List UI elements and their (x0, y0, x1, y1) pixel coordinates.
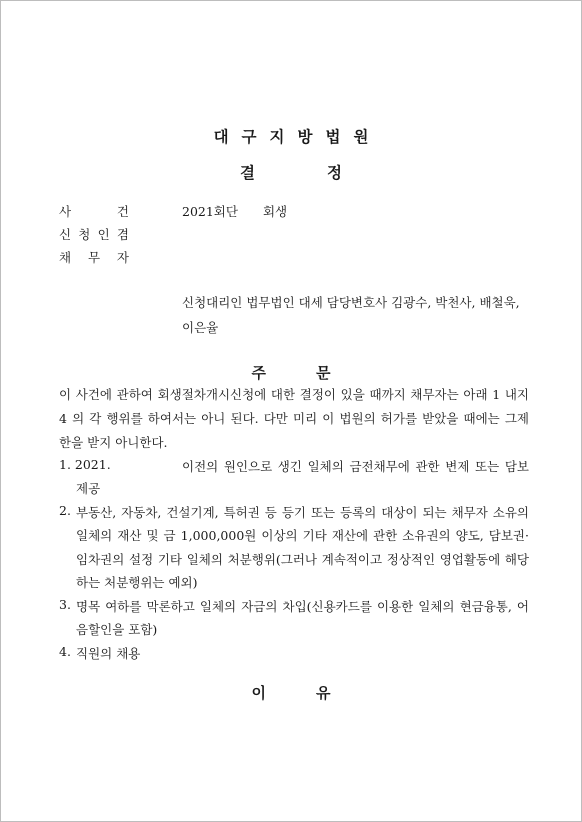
applicant-label: 신 청 인 겸 (59, 227, 129, 242)
representative-line-1: 신청대리인 법무법인 대세 담당변호사 김광수, 박천사, 배철욱, (182, 295, 520, 310)
order-item-3-cont-1: 음할인을 포함) (76, 622, 158, 637)
order-intro-line-2: 4 의 각 행위를 하여서는 아니 된다. 다만 미리 이 법원의 허가를 받았을 때에는 그제 (59, 411, 529, 426)
order-intro-line-1: 이 사건에 관하여 회생절차개시신청에 대한 결정이 있을 때까지 채무자는 아래 1 내지 (59, 387, 529, 402)
order-item-2-cont-1: 일체의 재산 및 금 1,000,000원 이상의 기타 재산에 관한 소유권의 양도, 담보권· (76, 528, 529, 543)
order-item-4-text: 직원의 채용 (76, 646, 141, 661)
reason-heading: 이유 (251, 684, 381, 702)
representative-line-2: 이은율 (182, 320, 219, 335)
case-label: 사 건 (59, 204, 129, 219)
order-item-2-number: 2. (59, 503, 71, 518)
debtor-label: 채 무 자 (59, 250, 129, 265)
order-item-4-number: 4. (59, 644, 71, 659)
order-item-3-text: 명목 여하를 막론하고 일체의 자금의 차입(신용카드를 이용한 일체의 현금융통, 어 (76, 599, 529, 614)
case-number: 2021회단 회생 (182, 204, 288, 219)
order-item-2-cont-2: 임차권의 설정 기타 일체의 처분행위(그러나 계속적이고 정상적인 영업활동에 해당 (76, 552, 529, 567)
order-item-2-cont-3: 하는 처분행위는 예외) (76, 575, 198, 590)
order-item-1-number: 1. 2021. (59, 457, 111, 472)
order-intro-line-3: 한을 받지 아니한다. (59, 435, 168, 450)
order-item-1-cont-1: 제공 (76, 481, 101, 496)
order-heading: 주문 (251, 364, 381, 382)
order-item-3-number: 3. (59, 597, 71, 612)
order-item-2-text: 부동산, 자동차, 건설기계, 특허권 등 등기 또는 등록의 대상이 되는 채무자 소유의 (76, 505, 529, 520)
document-type-title: 결정 (240, 164, 414, 182)
order-item-1-text: 이전의 원인으로 생긴 일체의 금전채무에 관한 변제 또는 담보 (182, 459, 529, 474)
court-name: 대구지방법원 (213, 128, 382, 146)
